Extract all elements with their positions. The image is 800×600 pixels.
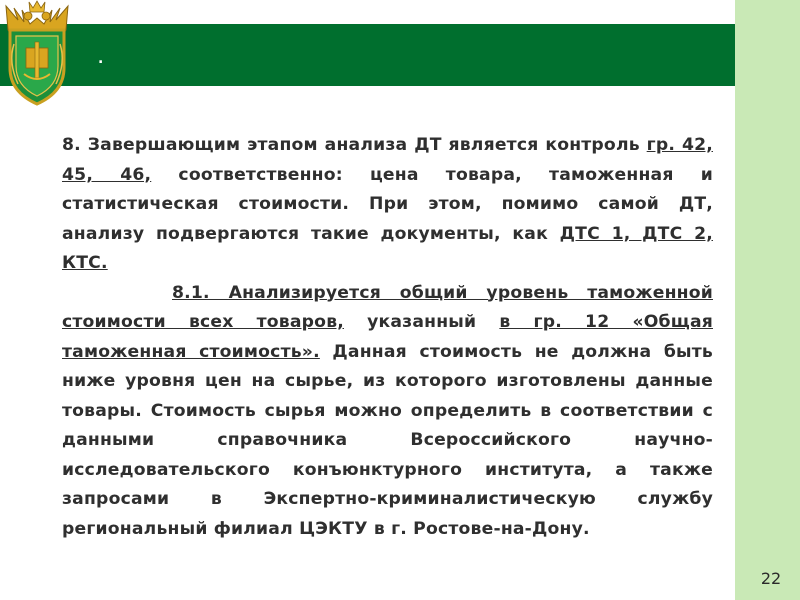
paragraph-1-text-cont: соответственно: цена товара, таможенная и статистическая стоимости. При этом, помимо самой ДТ, анализу подвергаются такие документы, как xyxy=(62,164,713,244)
paragraph-1-text: 8. Завершающим этапом анализа ДТ является контроль xyxy=(62,135,647,155)
paragraph-2 xyxy=(62,279,713,545)
coat-of-arms-emblem-icon xyxy=(0,0,74,108)
paragraph-2-text: указанный xyxy=(344,312,500,332)
paragraph-1 xyxy=(62,131,713,279)
reference-total-customs-value: 8.1. Анализируется общий уровень таможенной стоимости всех товаров, xyxy=(62,282,713,332)
reference-columns-42-45-46: гр. 42, 45, 46, xyxy=(62,135,713,185)
reference-column-12: в гр. 12 «Общая таможенная стоимость». xyxy=(62,312,713,362)
slide-body-text xyxy=(62,131,713,544)
slide-number: 22 xyxy=(760,569,782,588)
right-side-strip xyxy=(735,0,800,600)
reference-dts-kts: ДТС 1, ДТС 2, КТС. xyxy=(62,223,713,273)
paragraph-2-text-cont: Данная стоимость не должна быть ниже уровня цен на сырье, из которого изготовлены данные товары. Стоимость сырья можно определить в соответствии с данными справочника Всероссийского научно-исследовательского конъюнктурного института, а также запросами в Экспертно-криминалистическую службу региональный филиал ЦЭКТУ в г. Ростове-на-Дону. xyxy=(62,341,713,539)
header-bar xyxy=(0,24,735,86)
header-dot: . xyxy=(98,51,104,67)
